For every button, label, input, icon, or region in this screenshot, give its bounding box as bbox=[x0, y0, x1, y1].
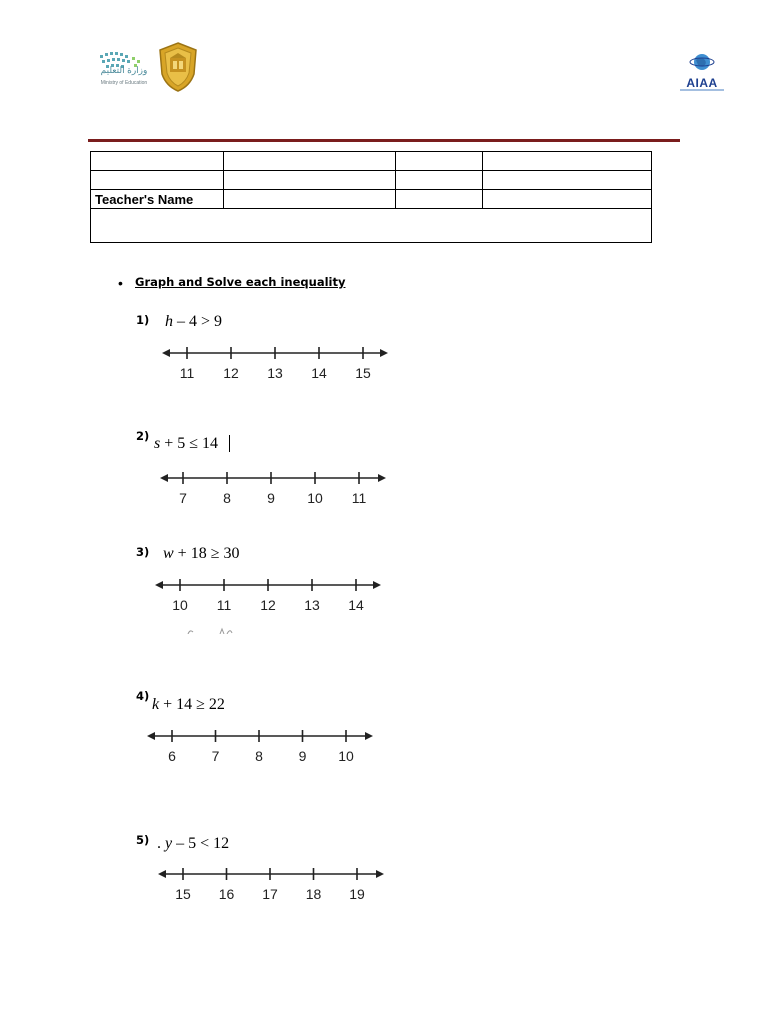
ministry-logo-text: وزارة التعليم bbox=[100, 65, 148, 75]
table-row bbox=[91, 209, 652, 243]
table-row bbox=[91, 152, 652, 171]
inequality: s + 5 ≤ 14 bbox=[154, 435, 219, 452]
aiaa-logo-text: AIAA bbox=[686, 76, 718, 90]
table-cell[interactable] bbox=[91, 152, 224, 171]
tick-label: 11 bbox=[351, 490, 367, 506]
number-line bbox=[156, 861, 388, 907]
tick-label: 15 bbox=[175, 886, 191, 902]
notes-cell[interactable] bbox=[91, 209, 652, 243]
number-line bbox=[158, 465, 390, 511]
number-line bbox=[160, 340, 392, 386]
table-cell[interactable] bbox=[483, 190, 652, 209]
question-number: 2) bbox=[136, 429, 150, 443]
question-number: 1) bbox=[136, 313, 150, 327]
section-heading: Graph and Solve each inequality bbox=[135, 275, 346, 289]
number-line bbox=[153, 572, 385, 618]
tick-label: 6 bbox=[168, 748, 176, 764]
tick-label: 9 bbox=[298, 748, 307, 764]
inequality: w + 18 ≥ 30 bbox=[163, 545, 240, 562]
tick-label: 8 bbox=[223, 490, 231, 506]
inequality: . y – 5 < 12 bbox=[157, 835, 230, 852]
inequality: k + 14 ≥ 22 bbox=[152, 696, 225, 713]
question-number: 3) bbox=[136, 545, 150, 559]
teacher-name-field[interactable] bbox=[224, 190, 396, 209]
tick-label: 12 bbox=[223, 365, 239, 381]
tick-label: 13 bbox=[304, 597, 320, 613]
tick-label: 13 bbox=[267, 365, 283, 381]
ministry-logo-subtext: Ministry of Education bbox=[100, 80, 148, 86]
table-cell[interactable] bbox=[91, 171, 224, 190]
table-cell[interactable] bbox=[396, 171, 483, 190]
question-number: 5) bbox=[136, 833, 150, 847]
header-divider bbox=[88, 139, 680, 142]
table-row bbox=[91, 190, 652, 209]
student-info-table bbox=[90, 151, 652, 243]
question-number: 4) bbox=[136, 689, 150, 703]
tick-label: 11 bbox=[216, 597, 232, 613]
tick-label: 7 bbox=[211, 748, 220, 764]
table-cell[interactable] bbox=[224, 171, 396, 190]
tick-label: 19 bbox=[349, 886, 365, 902]
tick-label: 14 bbox=[348, 597, 364, 613]
tick-label: 15 bbox=[355, 365, 371, 381]
table-row bbox=[91, 171, 652, 190]
inequality: h – 4 > 9 bbox=[165, 313, 223, 330]
cropped-text-fragment bbox=[186, 626, 234, 634]
table-cell[interactable] bbox=[396, 152, 483, 171]
text-cursor bbox=[229, 435, 230, 452]
tick-label: 11 bbox=[179, 365, 195, 381]
tick-label: 10 bbox=[307, 490, 323, 506]
tick-label: 17 bbox=[262, 886, 278, 902]
tick-label: 8 bbox=[255, 748, 263, 764]
table-cell[interactable] bbox=[224, 152, 396, 171]
tick-label: 12 bbox=[260, 597, 276, 613]
tick-label: 14 bbox=[311, 365, 327, 381]
tick-label: 16 bbox=[218, 886, 235, 902]
tick-label: 18 bbox=[305, 886, 322, 902]
tick-label: 10 bbox=[338, 748, 354, 764]
number-line bbox=[145, 723, 377, 769]
tick-label: 9 bbox=[267, 490, 275, 506]
table-cell[interactable] bbox=[396, 190, 483, 209]
teacher-name-label: Teacher's Name bbox=[91, 190, 224, 209]
table-cell[interactable] bbox=[483, 171, 652, 190]
tick-label: 7 bbox=[179, 490, 187, 506]
bullet-icon: • bbox=[118, 275, 123, 291]
tick-label: 10 bbox=[172, 597, 188, 613]
school-emblem-logo bbox=[157, 42, 199, 92]
table-cell[interactable] bbox=[483, 152, 652, 171]
